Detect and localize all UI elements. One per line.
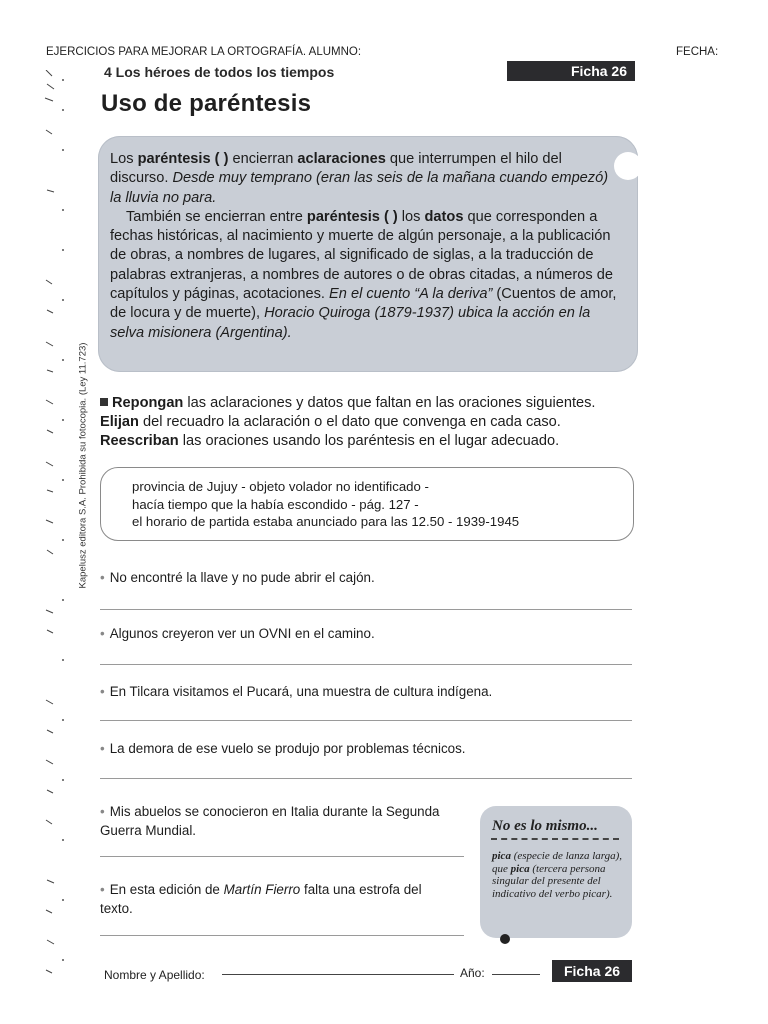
info-text-bold: paréntesis ( ) <box>137 151 229 167</box>
sentence-text: Guerra Mundial. <box>100 823 197 838</box>
option-line: hacía tiempo que la había escondido - pág. 127 - <box>132 496 419 512</box>
sentence-text: Algunos creyeron ver un OVNI en el camino. <box>109 626 375 641</box>
instruction-text: las oraciones usando los paréntesis en el lugar adecuado. <box>178 433 560 449</box>
instruction-line-1 <box>100 394 640 413</box>
sentence-text: En esta edición de <box>109 882 224 897</box>
exercise-sentence-5 <box>100 802 439 840</box>
year-label: Año: <box>460 966 485 980</box>
bullet-dot-icon: • <box>100 626 105 641</box>
worksheet-header-date: FECHA: <box>676 46 719 58</box>
info-text-run: También se encierran entre <box>126 208 307 225</box>
info-text-run: (Cuentos de amor, de locura y de muerte), <box>110 286 617 322</box>
name-answer-line[interactable] <box>222 974 454 975</box>
options-list <box>132 478 519 531</box>
name-label: Nombre y Apellido: <box>104 968 205 982</box>
bullet-dot-icon: • <box>100 570 105 585</box>
sentence-text: falta una estrofa del <box>300 882 422 897</box>
info-paragraph-2 <box>110 208 620 343</box>
note-text-run: (tercera persona singular del presente del indicativo del verbo picar). <box>492 862 613 900</box>
instruction-text: del recuadro la aclaración o el dato que convenga en cada caso. <box>138 414 561 430</box>
vertical-credit-text: Kapelusz editora S.A. Prohibida su fotocopia. (Ley 11.723) <box>77 342 89 589</box>
instruction-text: las aclaraciones y datos que faltan en las oraciones siguientes. <box>183 395 596 411</box>
instruction-verb: Repongan <box>112 395 184 411</box>
instructions <box>100 394 640 451</box>
info-text-bold: datos <box>424 208 464 225</box>
info-example-italic: En el cuento “A la deriva” <box>329 286 493 303</box>
ficha-badge-top: Ficha 26 <box>507 61 635 81</box>
bullet-dot-icon: • <box>100 804 105 819</box>
info-text-run: encierran <box>228 151 298 167</box>
answer-line-5[interactable] <box>100 856 464 857</box>
note-title: No es lo mismo... <box>492 818 598 834</box>
worksheet-header-left: EJERCICIOS PARA MEJORAR LA ORTOGRAFÍA. ALUMNO: <box>46 46 362 58</box>
info-example-italic: Desde muy temprano (eran las seis de la mañana cuando empezó) la lluvia no para. <box>110 170 609 206</box>
info-text <box>110 150 620 343</box>
note-dot-icon <box>500 934 510 944</box>
square-bullet-icon <box>100 398 108 406</box>
exercise-sentence-2 <box>100 626 375 641</box>
note-text-run: (especie de lanza larga), que <box>492 850 623 875</box>
ficha-badge-bottom: Ficha 26 <box>552 960 632 982</box>
info-text-bold: paréntesis ( ) <box>306 208 398 225</box>
bullet-dot-icon: • <box>100 882 105 897</box>
answer-line-2[interactable] <box>100 664 632 665</box>
sentence-text: En Tilcara visitamos el Pucará, una muestra de cultura indígena. <box>109 684 493 699</box>
answer-line-6[interactable] <box>100 935 464 936</box>
exercise-sentence-3 <box>100 684 492 699</box>
option-line: provincia de Jujuy - objeto volador no identificado - <box>132 479 429 494</box>
year-answer-line[interactable] <box>492 974 540 975</box>
sentence-text: La demora de ese vuelo se produjo por problemas técnicos. <box>109 741 466 756</box>
answer-line-4[interactable] <box>100 778 632 779</box>
info-text-run: que corresponden a fechas históricas, al nacimiento y muerte de algún personaje, a la publicación de obras, a nombres de lugares, al significado de siglas, a la traducción de palabras extranjeras, a nombres de autores o de obras citadas, a números de capítulos y páginas, acotaciones. <box>110 208 613 303</box>
option-line: el horario de partida estaba anunciado para las 12.50 - 1939-1945 <box>132 514 520 529</box>
section-label: 4 Los héroes de todos los tiempos <box>104 64 335 80</box>
note-divider <box>491 838 619 840</box>
info-text-run: los <box>397 208 425 225</box>
answer-line-1[interactable] <box>100 609 632 610</box>
note-text <box>492 850 624 900</box>
book-title-italic: Martín Fierro <box>223 882 301 897</box>
margin-marks-decoration <box>44 70 58 990</box>
info-text-run: Los <box>110 151 138 167</box>
bullet-dot-icon: • <box>100 684 105 699</box>
page-title: Uso de paréntesis <box>101 90 312 117</box>
exercise-sentence-4 <box>100 741 466 756</box>
exercise-sentence-6 <box>100 880 422 918</box>
exercise-sentence-1 <box>100 570 375 585</box>
note-term: pica <box>492 850 511 862</box>
instruction-verb: Elijan <box>100 414 139 430</box>
instruction-line-2 <box>100 413 640 432</box>
answer-line-3[interactable] <box>100 720 632 721</box>
note-term: pica <box>510 862 530 875</box>
bullet-dot-icon: • <box>100 741 105 756</box>
sentence-text: Mis abuelos se conocieron en Italia durante la Segunda <box>109 804 440 819</box>
info-text-run: que interrumpen el hilo del discurso. <box>110 151 562 187</box>
info-paragraph-1 <box>110 150 620 208</box>
info-text-bold: aclaraciones <box>297 151 386 167</box>
instruction-verb: Reescriban <box>100 433 179 449</box>
sentence-text: No encontré la llave y no pude abrir el cajón. <box>109 570 375 585</box>
instruction-line-3 <box>100 432 640 451</box>
margin-ticks-decoration <box>60 70 66 990</box>
sentence-text: texto. <box>100 901 133 916</box>
info-example-italic: Horacio Quiroga (1879-1937) ubica la acción en la selva misionera (Argentina). <box>110 305 591 341</box>
